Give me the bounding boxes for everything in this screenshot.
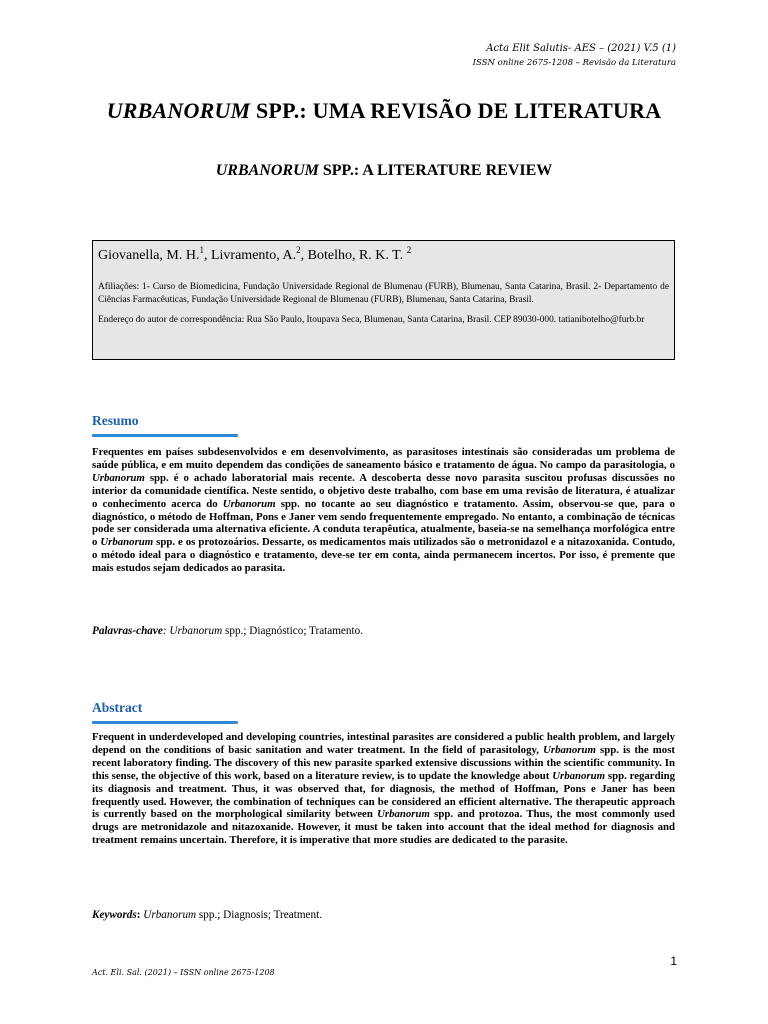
resumo-italic-3: Urbanorum (100, 536, 154, 549)
abstract-text-1: Frequent in underdeveloped and developing countries, intestinal parasites are considered a public health problem, and largely depend on the conditions of basic sanitation and water treatment. In the field of parasitology, (92, 731, 675, 756)
subtitle-rest: SPP.: A LITERATURE REVIEW (318, 162, 553, 179)
resumo-text-3: spp. no tocante ao seu diagnóstico e tratamento. Assim, observou-se que, para o diagnóstico, o método de Hoffman, Pons e Janer vem sendo frequentemente empregado. No entanto, a combinação de técnicas pode ser considerada uma alternativa eficiente. A conduta terapêutica, atualmente, baseia-se na semelhança morfológica entre o (92, 497, 675, 549)
keywords-label: Keywords (92, 909, 137, 921)
journal-issn: ISSN online 2675-1208 – Revisão da Literatura (472, 58, 676, 68)
keywords-terms: spp.; Diagnosis; Treatment. (196, 909, 322, 921)
abstract-body (92, 731, 675, 847)
resumo-italic-2: Urbanorum (222, 497, 276, 510)
abstract-heading: Abstract (92, 700, 143, 715)
author-list (98, 241, 669, 265)
palavras-chave (92, 625, 363, 637)
footer-citation: Act. Eli. Sal. (2021) – ISSN online 2675-1208 (92, 968, 275, 977)
abstract-text-3: spp. regarding its diagnosis and treatment. Thus, it was observed that, for diagnosis, the method of Hoffman, Pons e Janer has been frequently used. However, the combination of techniques can be considered an efficient alternative. The therapeutic approach is currently based on the morphological similarity between (92, 769, 676, 821)
palavras-chave-terms: spp.; Diagnóstico; Tratamento. (222, 625, 363, 637)
palavras-chave-italic: Urbanorum (169, 625, 223, 637)
affiliations: Afiliações: 1- Curso de Biomedicina, Fundação Universidade Regional de Blumenau (FURB), Blumenau, Santa Catarina, Brasil. 2- Departamento de Ciências Farmacêuticas, Fundação Universidade Regional de Blumenau (FURB), Blumenau, Santa Catarina, Brasil. (98, 282, 669, 305)
resumo-text-4: spp. e os protozoários. Dessarte, os medicamentos mais utilizados são o metronidazol e a nitazoxanida. Contudo, o método ideal para o diagnóstico e tratamento, deve-se ter em conta, ainda permanecem incertos. Por isso, é premente que mais estudos sejam dedicados ao parasita. (92, 536, 675, 575)
abstract-italic-2: Urbanorum (552, 769, 606, 782)
author-3-affil: 2 (406, 245, 412, 255)
abstract-italic-3: Urbanorum (377, 808, 430, 821)
resumo-rule (92, 434, 238, 437)
abstract-italic-1: Urbanorum (543, 743, 596, 756)
palavras-chave-colon: : (162, 625, 170, 637)
article-title (0, 98, 768, 124)
resumo-italic-1: Urbanorum (92, 471, 145, 484)
keywords-italic: Urbanorum (143, 909, 197, 921)
author-1: Giovanella, M. H. (98, 248, 200, 263)
resumo-body (92, 446, 675, 575)
author-3: , Botelho, R. K. T. (300, 248, 407, 263)
abstract-rule (92, 721, 238, 724)
journal-header (473, 42, 676, 70)
title-rest: SPP.: UMA REVISÃO DE LITERATURA (250, 98, 662, 123)
author-info-box (92, 240, 675, 360)
author-2-affil: 2 (296, 245, 301, 255)
resumo-text-1: Frequentes em países subdesenvolvidos e em desenvolvimento, as parasitoses intestinais são consideradas um problema de saúde pública, e em muito dependem das condições de saneamento básico e tratamento de água. No campo da parasitologia, o (92, 446, 675, 471)
author-1-affil: 1 (199, 245, 204, 255)
resumo-text-2: spp. é o achado laboratorial mais recente. A descoberta desse novo parasita suscitou profusas discussões no interior da comunidade científica. Neste sentido, o objetivo deste trabalho, com base em uma revisão de literatura, é atualizar o conhecimento acerca do (92, 471, 675, 510)
keywords (92, 909, 322, 921)
journal-citation: Acta Elit Salutis- AES – (2021) V.5 (1) (486, 43, 676, 54)
title-italic: URBANORUM (106, 98, 251, 123)
author-2: , Livramento, A. (203, 248, 297, 263)
abstract-text-2: spp. is the most recent laboratory finding. The discovery of this new parasite sparked extensive discussions within the scientific community. In this sense, the objective of this work, based on a literature review, is to update the knowledge about (92, 743, 675, 782)
palavras-chave-label: Palavras-chave (92, 625, 163, 637)
keywords-colon: : (136, 909, 144, 921)
subtitle-italic: URBANORUM (215, 162, 319, 179)
abstract-text-4: spp. and protozoa. Thus, the most commonly used drugs are metronidazole and nitazoxanide. However, it must be taken into account that the ideal method for diagnosis and treatment remains uncertain. Therefore, it is imperative that more studies are dedicated to the parasite. (92, 808, 675, 847)
article-subtitle (0, 162, 768, 180)
page-number: 1 (670, 954, 677, 968)
resumo-heading: Resumo (92, 413, 139, 428)
correspondence-address: Endereço do autor de correspondência: Rua São Paulo, Itoupava Seca, Blumenau, Santa Catarina, Brasil. CEP 89030-000. tatianibotelho@furb.br (98, 315, 645, 325)
